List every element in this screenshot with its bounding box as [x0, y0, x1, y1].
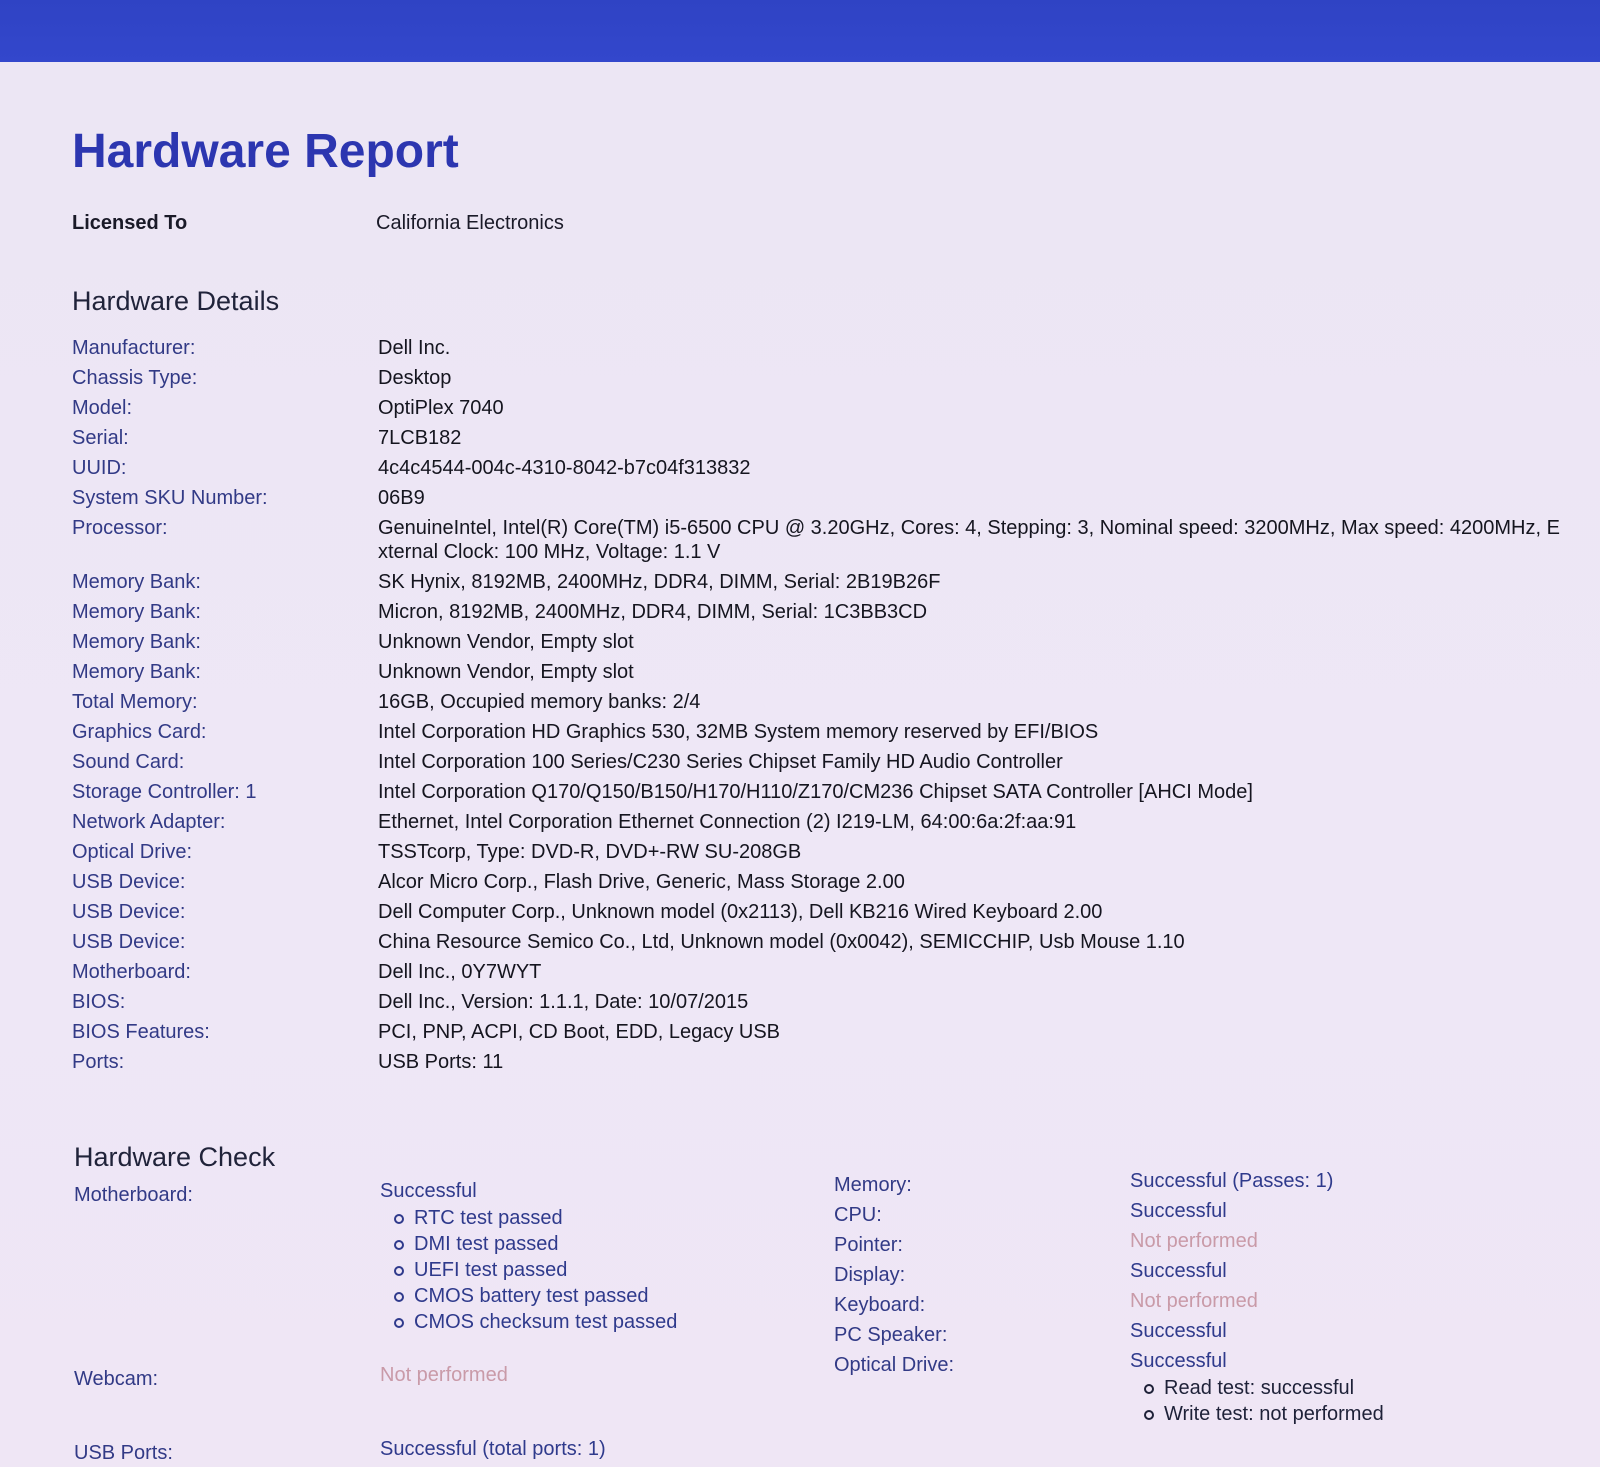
detail-label: Manufacturer:: [72, 337, 196, 359]
detail-label: BIOS Features:: [72, 1021, 210, 1043]
detail-label: Network Adapter:: [72, 811, 226, 833]
detail-value: SK Hynix, 8192MB, 2400MHz, DDR4, DIMM, Serial: 2B19B26F: [378, 571, 941, 593]
detail-value: Intel Corporation HD Graphics 530, 32MB System memory reserved by EFI/BIOS: [378, 721, 1099, 743]
detail-row: [72, 1050, 1572, 1074]
check-motherboard-value: [380, 1180, 677, 1335]
detail-row: [72, 516, 1572, 564]
detail-row: [72, 426, 1572, 450]
detail-label: Memory Bank:: [72, 571, 201, 593]
check-memory-status: Successful (Passes: 1): [1130, 1170, 1334, 1192]
detail-value: USB Ports: 11: [378, 1051, 504, 1073]
detail-label: Memory Bank:: [72, 631, 201, 653]
check-optical-drive-status: Successful: [1130, 1350, 1227, 1372]
check-display-label: Display:: [834, 1264, 906, 1286]
check-keyboard-status: Not performed: [1130, 1290, 1258, 1312]
detail-label: Processor:: [72, 517, 168, 539]
check-display-status: Successful: [1130, 1260, 1227, 1282]
optical-drive-test-list: [1130, 1375, 1384, 1427]
detail-row: [72, 366, 1572, 390]
detail-row: [72, 570, 1572, 594]
detail-row: [72, 456, 1572, 480]
detail-row: [72, 930, 1572, 954]
detail-value: Dell Inc., Version: 1.1.1, Date: 10/07/2015: [378, 991, 749, 1013]
detail-value: China Resource Semico Co., Ltd, Unknown model (0x0042), SEMICCHIP, Usb Mouse 1.10: [378, 931, 1185, 953]
detail-value: PCI, PNP, ACPI, CD Boot, EDD, Legacy USB: [378, 1021, 781, 1043]
detail-label: Ports:: [72, 1051, 125, 1073]
detail-value: Intel Corporation Q170/Q150/B150/H170/H110/Z170/CM236 Chipset SATA Controller [AHCI Mode]: [378, 781, 1253, 803]
hardware-details-table: [72, 336, 1572, 1080]
detail-value: Alcor Micro Corp., Flash Drive, Generic, Mass Storage 2.00: [378, 871, 905, 893]
licensed-to-value: California Electronics: [376, 212, 564, 234]
hardware-check-table: [74, 1170, 1574, 1467]
check-motherboard-status: Successful: [380, 1180, 477, 1202]
detail-row: [72, 960, 1572, 984]
detail-value: Micron, 8192MB, 2400MHz, DDR4, DIMM, Serial: 1C3BB3CD: [378, 601, 928, 623]
check-cpu-label: CPU:: [834, 1204, 882, 1226]
check-motherboard-label: Motherboard:: [74, 1184, 193, 1206]
check-optical-drive-label: Optical Drive:: [834, 1354, 955, 1376]
hardware-details-heading: Hardware Details: [72, 286, 280, 316]
detail-label: BIOS:: [72, 991, 126, 1013]
page-title: Hardware Report: [72, 125, 459, 178]
detail-value: GenuineIntel, Intel(R) Core(TM) i5-6500 CPU @ 3.20GHz, Cores: 4, Stepping: 3, Nominal speed: 3200MHz, Max speed: 4200MHz, External Clock: 100 MHz, Voltage: 1.1 V: [378, 517, 1560, 563]
detail-label: Memory Bank:: [72, 661, 201, 683]
check-pc-speaker-label: PC Speaker:: [834, 1324, 948, 1346]
check-usb-ports-label: USB Ports:: [74, 1442, 173, 1464]
detail-row: [72, 630, 1572, 654]
detail-value: Desktop: [378, 367, 452, 389]
detail-value: OptiPlex 7040: [378, 397, 504, 419]
test-result-item: Write test: not performed: [1144, 1401, 1384, 1427]
detail-row: [72, 990, 1572, 1014]
detail-row: [72, 780, 1572, 804]
detail-value: Unknown Vendor, Empty slot: [378, 661, 634, 683]
detail-label: Serial:: [72, 427, 129, 449]
test-result-item: CMOS battery test passed: [394, 1283, 677, 1309]
detail-label: Optical Drive:: [72, 841, 193, 863]
check-pointer-status: Not performed: [1130, 1230, 1258, 1252]
detail-row: [72, 336, 1572, 360]
check-keyboard-label: Keyboard:: [834, 1294, 926, 1316]
detail-row: [72, 840, 1572, 864]
detail-label: USB Device:: [72, 901, 186, 923]
detail-label: Sound Card:: [72, 751, 185, 773]
check-memory-label: Memory:: [834, 1174, 912, 1196]
detail-value: 7LCB182: [378, 427, 462, 449]
motherboard-test-list: [380, 1205, 677, 1335]
detail-row: [72, 750, 1572, 774]
test-result-item: UEFI test passed: [394, 1257, 677, 1283]
detail-label: Chassis Type:: [72, 367, 198, 389]
detail-row: [72, 810, 1572, 834]
detail-label: UUID:: [72, 457, 127, 479]
detail-label: Motherboard:: [72, 961, 191, 983]
detail-value: Intel Corporation 100 Series/C230 Series Chipset Family HD Audio Controller: [378, 751, 1063, 773]
detail-row: [72, 690, 1572, 714]
detail-row: [72, 900, 1572, 924]
detail-value: 06B9: [378, 487, 425, 509]
detail-row: [72, 396, 1572, 420]
detail-value: Unknown Vendor, Empty slot: [378, 631, 634, 653]
detail-label: USB Device:: [72, 931, 186, 953]
detail-row: [72, 660, 1572, 684]
detail-value: Dell Computer Corp., Unknown model (0x2113), Dell KB216 Wired Keyboard 2.00: [378, 901, 1103, 923]
check-pointer-label: Pointer:: [834, 1234, 903, 1256]
check-usb-ports-status: Successful (total ports: 1): [380, 1438, 606, 1460]
detail-row: [72, 600, 1572, 624]
detail-value: Dell Inc.: [378, 337, 451, 359]
detail-row: [72, 720, 1572, 744]
window-top-bar: [0, 0, 1600, 62]
detail-value: 4c4c4544-004c-4310-8042-b7c04f313832: [378, 457, 751, 479]
detail-label: System SKU Number:: [72, 487, 268, 509]
detail-value: Dell Inc., 0Y7WYT: [378, 961, 542, 983]
check-webcam-status: Not performed: [380, 1364, 508, 1386]
check-webcam-label: Webcam:: [74, 1368, 159, 1390]
check-optical-drive-value: [1130, 1350, 1384, 1427]
detail-row: [72, 1020, 1572, 1044]
detail-row: [72, 486, 1572, 510]
hardware-check-heading: Hardware Check: [74, 1142, 276, 1172]
test-result-item: DMI test passed: [394, 1231, 677, 1257]
detail-label: Memory Bank:: [72, 601, 201, 623]
test-result-item: Read test: successful: [1144, 1375, 1384, 1401]
detail-label: USB Device:: [72, 871, 186, 893]
detail-row: [72, 870, 1572, 894]
detail-label: Model:: [72, 397, 133, 419]
detail-value: TSSTcorp, Type: DVD-R, DVD+-RW SU-208GB: [378, 841, 802, 863]
detail-value: Ethernet, Intel Corporation Ethernet Connection (2) I219-LM, 64:00:6a:2f:aa:91: [378, 811, 1077, 833]
test-result-item: CMOS checksum test passed: [394, 1309, 677, 1335]
detail-label: Total Memory:: [72, 691, 198, 713]
test-result-item: RTC test passed: [394, 1205, 677, 1231]
detail-value: 16GB, Occupied memory banks: 2/4: [378, 691, 701, 713]
detail-label: Storage Controller: 1: [72, 781, 257, 803]
detail-label: Graphics Card:: [72, 721, 207, 743]
check-pc-speaker-status: Successful: [1130, 1320, 1227, 1342]
check-cpu-status: Successful: [1130, 1200, 1227, 1222]
licensed-to-label: Licensed To: [72, 212, 188, 234]
